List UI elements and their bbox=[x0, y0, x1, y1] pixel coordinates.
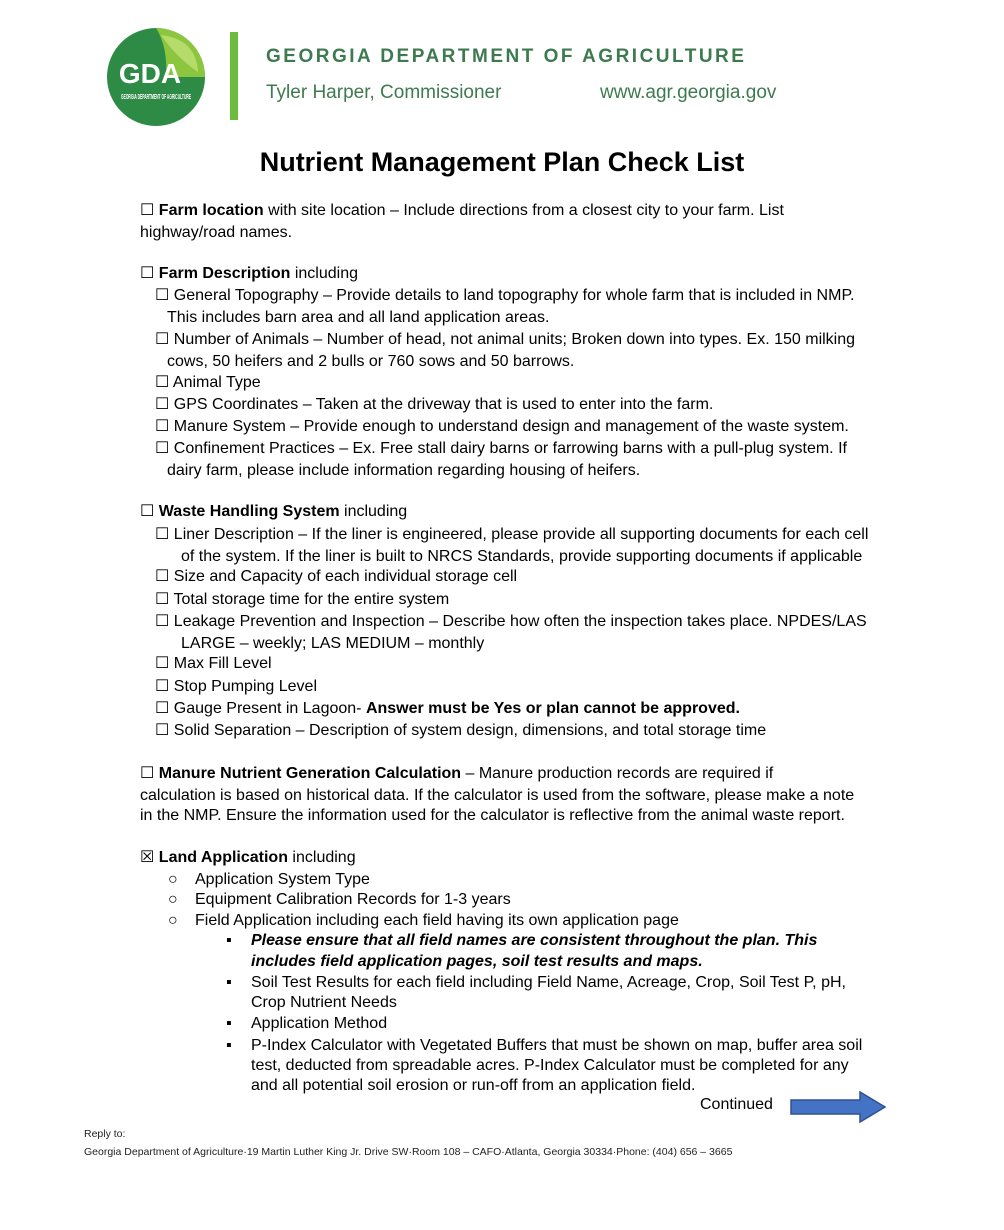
circle-bullet-icon: ○ bbox=[168, 891, 178, 908]
unchecked-checkbox-icon[interactable]: ☐ bbox=[155, 396, 170, 413]
unchecked-checkbox-icon[interactable]: ☐ bbox=[155, 418, 170, 435]
unchecked-checkbox-icon[interactable]: ☐ bbox=[140, 503, 155, 520]
continued-label: Continued bbox=[700, 1096, 773, 1113]
circle-bullet-icon: ○ bbox=[168, 871, 178, 888]
waste-handling-heading: ☐ Waste Handling System including bbox=[140, 503, 408, 520]
field-names-note: includes field application pages, soil test results and maps. bbox=[251, 953, 703, 970]
list-item: ☐ Liner Description – If the liner is engineered, please provide all supporting documents for each cell bbox=[155, 526, 869, 543]
list-item: Application Method bbox=[251, 1015, 388, 1032]
square-bullet-icon: ▪ bbox=[226, 974, 232, 991]
unchecked-checkbox-icon[interactable]: ☐ bbox=[140, 202, 155, 219]
list-item: ☐ Gauge Present in Lagoon- Answer must be Yes or plan cannot be approved. bbox=[155, 700, 740, 717]
square-bullet-icon: ▪ bbox=[226, 1015, 232, 1032]
unchecked-checkbox-icon[interactable]: ☐ bbox=[155, 655, 170, 672]
farm-location-label: Farm location bbox=[158, 202, 264, 219]
list-item: Soil Test Results for each field including Field Name, Acreage, Crop, Soil Test P, pH, bbox=[251, 974, 846, 991]
farm-location-text: highway/road names. bbox=[140, 224, 293, 241]
unchecked-checkbox-icon[interactable]: ☐ bbox=[155, 287, 170, 304]
unchecked-checkbox-icon[interactable]: ☐ bbox=[155, 374, 170, 391]
unchecked-checkbox-icon[interactable]: ☐ bbox=[155, 678, 170, 695]
list-item: ☐ General Topography – Provide details to land topography for whole farm that is included in NMP. bbox=[155, 287, 855, 304]
list-item-continuation: dairy farm, please include information regarding housing of heifers. bbox=[167, 462, 641, 479]
list-item: ☐ Animal Type bbox=[155, 374, 261, 391]
list-item: ☐ Total storage time for the entire system bbox=[155, 591, 450, 608]
unchecked-checkbox-icon[interactable]: ☐ bbox=[140, 765, 155, 782]
land-application-heading: ☒ Land Application including bbox=[140, 849, 356, 866]
list-item: ☐ Manure System – Provide enough to understand design and management of the waste system. bbox=[155, 418, 849, 435]
list-item: ☐ Solid Separation – Description of system design, dimensions, and total storage time bbox=[155, 722, 767, 739]
square-bullet-icon: ▪ bbox=[226, 1037, 232, 1054]
list-item: Field Application including each field having its own application page bbox=[195, 912, 679, 929]
unchecked-checkbox-icon[interactable]: ☐ bbox=[155, 331, 170, 348]
circle-bullet-icon: ○ bbox=[168, 912, 178, 929]
list-item-continuation: of the system. If the liner is built to NRCS Standards, provide supporting documents if applicable bbox=[181, 548, 863, 565]
right-arrow-icon[interactable] bbox=[790, 1091, 886, 1123]
list-item-continuation: Crop Nutrient Needs bbox=[251, 994, 397, 1011]
list-item-continuation: and all potential soil erosion or run-off from an application field. bbox=[251, 1077, 696, 1094]
logo-subtext: GEORGIA DEPARTMENT OF AGRICULTURE bbox=[121, 94, 192, 101]
list-item: Application System Type bbox=[195, 871, 370, 888]
reply-to-label: Reply to: bbox=[84, 1128, 126, 1140]
gda-logo bbox=[106, 27, 206, 127]
checked-checkbox-icon[interactable]: ☒ bbox=[140, 849, 155, 866]
manure-nutrient-heading: ☐ Manure Nutrient Generation Calculation – Manure production records are required if bbox=[140, 765, 774, 782]
unchecked-checkbox-icon[interactable]: ☐ bbox=[155, 700, 170, 717]
logo-text: GDA bbox=[118, 58, 182, 89]
list-item: P-Index Calculator with Vegetated Buffers that must be shown on map, buffer area soil bbox=[251, 1037, 863, 1054]
list-item: Equipment Calibration Records for 1-3 years bbox=[195, 891, 511, 908]
header-divider bbox=[230, 32, 238, 120]
list-item: ☐ GPS Coordinates – Taken at the driveway that is used to enter into the farm. bbox=[155, 396, 714, 413]
unchecked-checkbox-icon[interactable]: ☐ bbox=[155, 613, 170, 630]
farm-location-item: ☐ Farm location with site location – Include directions from a closest city to your farm. List bbox=[140, 202, 784, 219]
unchecked-checkbox-icon[interactable]: ☐ bbox=[155, 722, 170, 739]
website-link[interactable]: www.agr.georgia.gov bbox=[600, 82, 777, 103]
gauge-requirement: Answer must be Yes or plan cannot be approved. bbox=[365, 700, 740, 717]
manure-nutrient-text: calculation is based on historical data. If the calculator is used from the software, please make a note bbox=[140, 787, 855, 804]
unchecked-checkbox-icon[interactable]: ☐ bbox=[140, 265, 155, 282]
list-item-continuation: LARGE – weekly; LAS MEDIUM – monthly bbox=[181, 635, 485, 652]
page-title: Nutrient Management Plan Check List bbox=[259, 147, 745, 177]
square-bullet-icon: ▪ bbox=[226, 932, 232, 949]
list-item: ☐ Number of Animals – Number of head, not animal units; Broken down into types. Ex. 150 milking bbox=[155, 331, 856, 348]
unchecked-checkbox-icon[interactable]: ☐ bbox=[155, 568, 170, 585]
list-item: ☐ Confinement Practices – Ex. Free stall dairy barns or farrowing barns with a pull-plug system. If bbox=[155, 440, 847, 457]
farm-description-heading: ☐ Farm Description including bbox=[140, 265, 358, 282]
unchecked-checkbox-icon[interactable]: ☐ bbox=[155, 591, 170, 608]
list-item: ☐ Max Fill Level bbox=[155, 655, 272, 672]
list-item: ☐ Leakage Prevention and Inspection – Describe how often the inspection takes place. NPDES/LAS bbox=[155, 613, 867, 630]
list-item: ☐ Stop Pumping Level bbox=[155, 678, 317, 695]
commissioner-name: Tyler Harper, Commissioner bbox=[266, 82, 502, 103]
department-name: GEORGIA DEPARTMENT OF AGRICULTURE bbox=[266, 46, 747, 67]
unchecked-checkbox-icon[interactable]: ☐ bbox=[155, 526, 170, 543]
manure-nutrient-text: in the NMP. Ensure the information used for the calculator is reflective from the animal waste report. bbox=[140, 807, 845, 824]
footer-address: Georgia Department of Agriculture·19 Martin Luther King Jr. Drive SW·Room 108 – CAFO·Atlanta, Georgia 30334·Phone: (404) 656 – 3665 bbox=[84, 1146, 733, 1158]
list-item-continuation: test, deducted from spreadable acres. P-Index Calculator must be completed for any bbox=[251, 1057, 849, 1074]
field-names-note: Please ensure that all field names are consistent throughout the plan. This bbox=[251, 932, 818, 949]
list-item-continuation: This includes barn area and all land application areas. bbox=[167, 309, 550, 326]
list-item-continuation: cows, 50 heifers and 2 bulls or 760 sows and 50 barrows. bbox=[167, 353, 575, 370]
list-item: ☐ Size and Capacity of each individual storage cell bbox=[155, 568, 518, 585]
unchecked-checkbox-icon[interactable]: ☐ bbox=[155, 440, 170, 457]
